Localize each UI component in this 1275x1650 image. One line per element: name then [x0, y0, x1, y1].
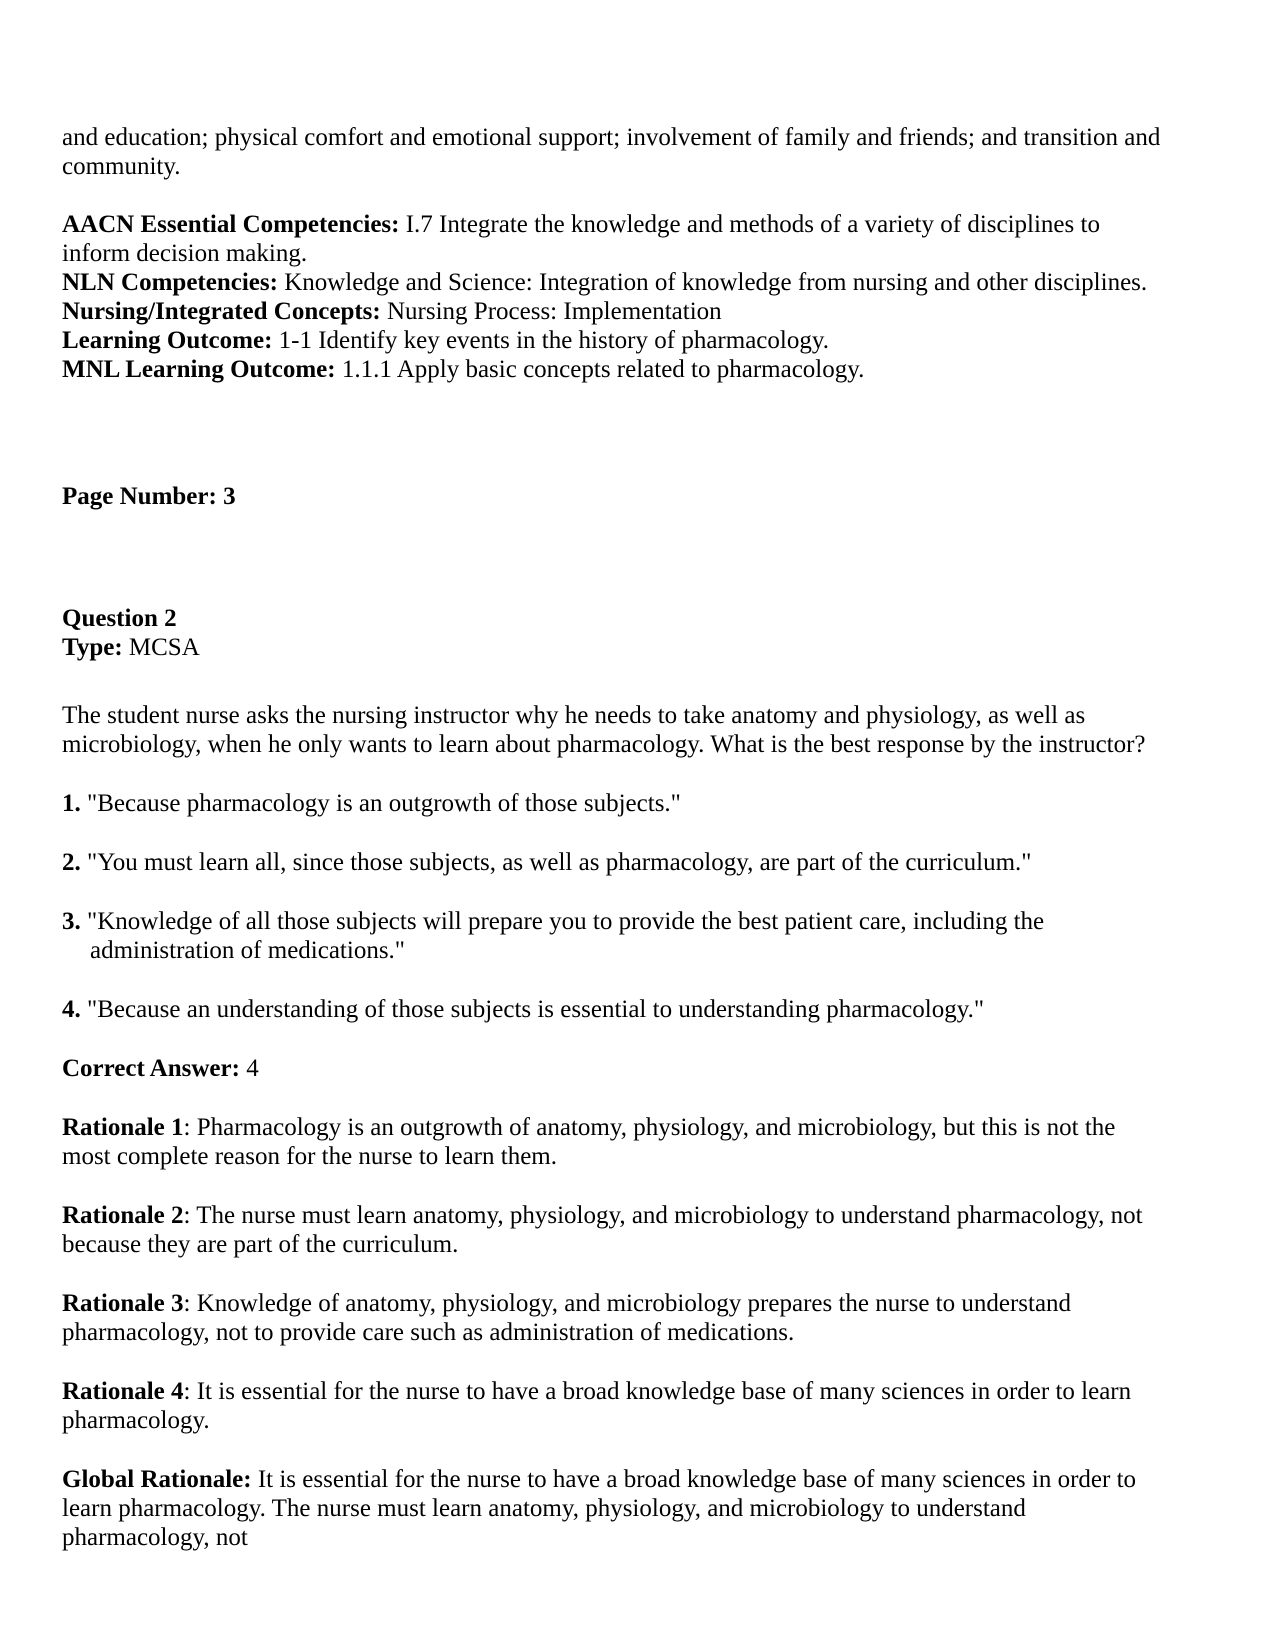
answer-option-3-number: 3. — [62, 908, 81, 935]
answer-option-1 — [62, 789, 1163, 818]
correct-answer-line — [62, 1054, 1163, 1083]
answer-option-3 — [62, 907, 1163, 965]
mnl-learning-outcome-text: 1.1.1 Apply basic concepts related to pharmacology. — [341, 356, 865, 383]
question-type-line — [62, 633, 1163, 662]
rationale-1-label: Rationale 1 — [62, 1114, 184, 1141]
page-number-value: 3 — [223, 483, 236, 510]
global-rationale-label: Global Rationale: — [62, 1466, 252, 1493]
rationale-2 — [62, 1201, 1163, 1259]
correct-answer-value: 4 — [246, 1055, 259, 1082]
competencies-block — [62, 210, 1163, 384]
answer-option-2-number: 2. — [62, 849, 81, 876]
rationale-4 — [62, 1377, 1163, 1435]
correct-answer-label: Correct Answer: — [62, 1055, 240, 1082]
nursing-integrated-concepts-label: Nursing/Integrated Concepts: — [62, 298, 381, 325]
rationale-2-text: : The nurse must learn anatomy, physiology, and microbiology to understand pharmacology, not because they are part of the curriculum. — [62, 1202, 1143, 1258]
page-number-line — [62, 482, 1163, 511]
rationale-1-text: : Pharmacology is an outgrowth of anatomy, physiology, and microbiology, but this is not the most complete reason for the nurse to learn them. — [62, 1114, 1116, 1170]
nursing-integrated-concepts-text: Nursing Process: Implementation — [387, 298, 722, 325]
answer-option-2-text: "You must learn all, since those subjects, as well as pharmacology, are part of the curriculum." — [87, 849, 1032, 876]
rationale-2-label: Rationale 2 — [62, 1202, 184, 1229]
rationale-1 — [62, 1113, 1163, 1171]
global-rationale-text: It is essential for the nurse to have a broad knowledge base of many sciences in order to learn pharmacology. The nurse must learn anatomy, physiology, and microbiology to understand pharmacology, not — [62, 1466, 1137, 1551]
nln-competencies-line — [62, 268, 1163, 297]
rationale-4-label: Rationale 4 — [62, 1378, 184, 1405]
answer-option-1-number: 1. — [62, 790, 81, 817]
aacn-competencies-line — [62, 210, 1163, 268]
answer-option-3-text: "Knowledge of all those subjects will prepare you to provide the best patient care, including the administration of medications." — [87, 908, 1045, 964]
continuation-paragraph: and education; physical comfort and emotional support; involvement of family and friends; and transition and community. — [62, 124, 1161, 180]
answer-option-2 — [62, 848, 1163, 877]
rationale-3 — [62, 1289, 1163, 1347]
learning-outcome-line — [62, 326, 1163, 355]
page-number-label: Page Number: — [62, 483, 217, 510]
aacn-competencies-label: AACN Essential Competencies: — [62, 211, 400, 238]
answer-option-4 — [62, 995, 1163, 1024]
question-type-label: Type: — [62, 634, 123, 661]
aacn-competencies-text: I.7 Integrate the knowledge and methods of a variety of disciplines to inform decision making. — [62, 211, 1100, 267]
question-type-value: MCSA — [128, 634, 200, 661]
learning-outcome-label: Learning Outcome: — [62, 327, 273, 354]
nln-competencies-label: NLN Competencies: — [62, 269, 278, 296]
global-rationale — [62, 1465, 1163, 1552]
question-header — [62, 604, 1163, 662]
rationale-3-text: : Knowledge of anatomy, physiology, and microbiology prepares the nurse to understand pharmacology, not to provide care such as administration of medications. — [62, 1290, 1072, 1346]
question-title: Question 2 — [62, 605, 177, 632]
answer-option-4-text: "Because an understanding of those subjects is essential to understanding pharmacology." — [87, 996, 985, 1023]
mnl-learning-outcome-line — [62, 355, 1163, 384]
nln-competencies-text: Knowledge and Science: Integration of knowledge from nursing and other disciplines. — [284, 269, 1148, 296]
nursing-integrated-concepts-line — [62, 297, 1163, 326]
learning-outcome-text: 1-1 Identify key events in the history of pharmacology. — [278, 327, 829, 354]
answer-option-4-number: 4. — [62, 996, 81, 1023]
rationale-4-text: : It is essential for the nurse to have a broad knowledge base of many sciences in order to learn pharmacology. — [62, 1378, 1132, 1434]
question-stem: The student nurse asks the nursing instructor why he needs to take anatomy and physiology, as well as microbiology, when he only wants to learn about pharmacology. What is the best response by the instructor? — [62, 702, 1146, 758]
mnl-learning-outcome-label: MNL Learning Outcome: — [62, 356, 336, 383]
rationale-3-label: Rationale 3 — [62, 1290, 184, 1317]
answer-option-1-text: "Because pharmacology is an outgrowth of those subjects." — [87, 790, 681, 817]
